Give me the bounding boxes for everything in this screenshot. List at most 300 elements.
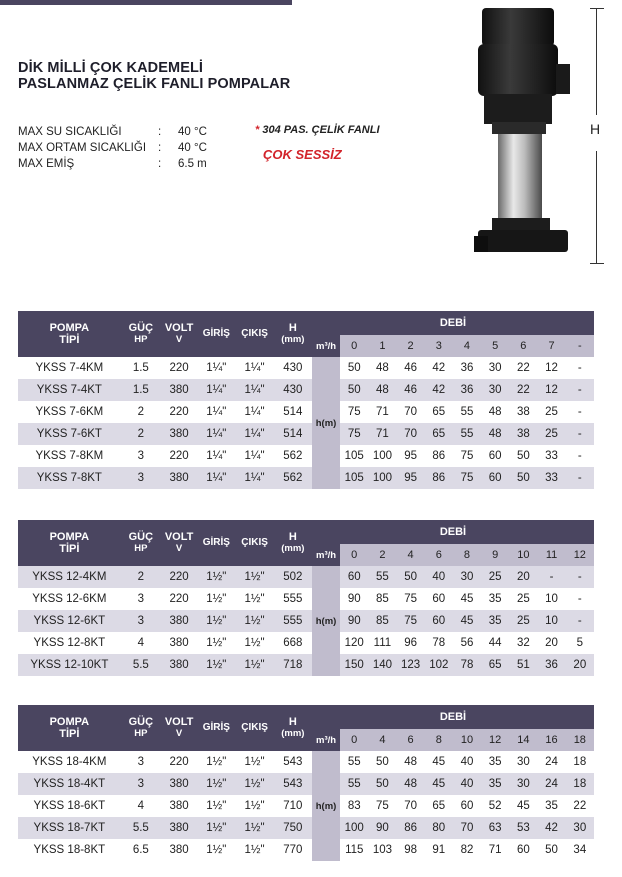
pump-hp: 2: [121, 566, 161, 588]
head-value: 71: [368, 401, 396, 423]
head-value: 34: [566, 839, 594, 861]
head-value: 90: [368, 817, 396, 839]
head-value: 150: [340, 654, 368, 676]
head-value: 51: [509, 654, 537, 676]
flow-value: 8: [425, 729, 453, 751]
table-row: [18, 751, 594, 773]
pump-height: 770: [274, 839, 312, 861]
pump-inlet: 1¼": [197, 445, 235, 467]
head-value: 105: [340, 467, 368, 489]
pump-type: YKSS 7-4KT: [18, 379, 121, 401]
head-value: -: [566, 467, 594, 489]
header-mm-label: (mm): [281, 728, 305, 739]
pump-inlet: 1½": [197, 795, 235, 817]
head-value: 120: [340, 632, 368, 654]
header-cikis: ÇIKIŞ: [235, 705, 273, 751]
head-value: 100: [340, 817, 368, 839]
flow-value: 0: [340, 544, 368, 566]
header-cikis: ÇIKIŞ: [235, 311, 273, 357]
flow-value: 6: [509, 335, 537, 357]
pump-outlet: 1½": [235, 610, 273, 632]
pump-volt: 380: [161, 654, 197, 676]
head-value: 35: [481, 610, 509, 632]
pump-volt: 220: [161, 566, 197, 588]
pump-inlet: 1½": [197, 632, 235, 654]
table-row: [18, 817, 594, 839]
head-value: -: [566, 423, 594, 445]
head-value: 78: [425, 632, 453, 654]
head-value: 12: [537, 379, 565, 401]
head-value: 50: [368, 751, 396, 773]
pump-type: YKSS 18-4KT: [18, 773, 121, 795]
header-h-label: H: [288, 531, 297, 543]
head-value: 48: [481, 423, 509, 445]
note-star: *: [255, 124, 260, 136]
pump-hp: 2: [121, 423, 161, 445]
pump-volt: 220: [161, 445, 197, 467]
flow-value: -: [566, 335, 594, 357]
head-value: 30: [453, 566, 481, 588]
pump-inlet: 1½": [197, 610, 235, 632]
pump-height: 543: [274, 773, 312, 795]
head-value: 50: [537, 839, 565, 861]
feature-note: [255, 124, 380, 136]
pump-outlet: 1¼": [235, 467, 273, 489]
spec-colon: :: [158, 158, 162, 170]
head-value: 63: [481, 817, 509, 839]
pump-outlet: 1¼": [235, 357, 273, 379]
header-volt-label: VOLT: [164, 716, 194, 728]
spec-row: [18, 156, 207, 172]
pump-outlet: 1¼": [235, 401, 273, 423]
pump-height: 514: [274, 423, 312, 445]
head-value: 20: [566, 654, 594, 676]
head-value: 55: [453, 401, 481, 423]
header-giris: GİRİŞ: [197, 520, 235, 566]
pump-type: YKSS 18-8KT: [18, 839, 121, 861]
pump-outlet: 1½": [235, 588, 273, 610]
pump-volt: 220: [161, 401, 197, 423]
head-value: 83: [340, 795, 368, 817]
head-value: 98: [397, 839, 425, 861]
pump-outlet: 1¼": [235, 423, 273, 445]
pump-volt: 380: [161, 423, 197, 445]
header-giris: GİRİŞ: [197, 705, 235, 751]
head-value: 75: [340, 423, 368, 445]
head-value: 20: [509, 566, 537, 588]
pump-hp: 5.5: [121, 817, 161, 839]
pump-height: 562: [274, 445, 312, 467]
header-v-label: V: [175, 543, 183, 554]
pump-hp: 5.5: [121, 654, 161, 676]
head-value: 53: [509, 817, 537, 839]
header-guc-label: GÜÇ: [128, 531, 154, 543]
table-row: [18, 357, 594, 379]
head-value: 40: [453, 751, 481, 773]
pump-type: YKSS 12-8KT: [18, 632, 121, 654]
head-value: 55: [340, 773, 368, 795]
head-value: 38: [509, 423, 537, 445]
head-value: 78: [453, 654, 481, 676]
header-volt: [161, 311, 197, 357]
head-value: 25: [509, 610, 537, 632]
pump-hp: 1.5: [121, 357, 161, 379]
head-value: 60: [509, 839, 537, 861]
pump-type: YKSS 12-6KM: [18, 588, 121, 610]
head-value: 100: [368, 445, 396, 467]
title-line-2: PASLANMAZ ÇELİK FANLI POMPALAR: [18, 76, 291, 92]
pump-height: 710: [274, 795, 312, 817]
head-value: 45: [453, 588, 481, 610]
pump-table-ykss7: [18, 311, 594, 489]
head-value: 40: [425, 566, 453, 588]
head-value: 85: [368, 588, 396, 610]
pump-outlet: 1½": [235, 817, 273, 839]
head-value: -: [566, 357, 594, 379]
pump-inlet: 1¼": [197, 401, 235, 423]
head-unit-label: h(m): [312, 751, 340, 861]
pump-volt: 380: [161, 467, 197, 489]
head-value: 25: [537, 423, 565, 445]
head-value: 50: [509, 467, 537, 489]
head-value: 65: [425, 401, 453, 423]
head-value: 55: [340, 751, 368, 773]
header-debi: DEBİ: [312, 311, 594, 335]
header-debi: DEBİ: [312, 520, 594, 544]
height-dimension-label: H: [590, 121, 601, 137]
pump-hp: 3: [121, 467, 161, 489]
flow-value: 1: [368, 335, 396, 357]
pump-table-ykss12: [18, 520, 594, 676]
pump-inlet: 1½": [197, 588, 235, 610]
flow-value: 4: [397, 544, 425, 566]
head-value: 86: [425, 445, 453, 467]
head-value: -: [566, 588, 594, 610]
head-value: 25: [537, 401, 565, 423]
pump-inlet: 1¼": [197, 379, 235, 401]
head-value: 111: [368, 632, 396, 654]
flow-value: 3: [425, 335, 453, 357]
silent-note: ÇOK SESSİZ: [263, 147, 342, 162]
head-value: 42: [537, 817, 565, 839]
head-value: 60: [453, 795, 481, 817]
head-value: 140: [368, 654, 396, 676]
head-value: 96: [397, 632, 425, 654]
pump-table-ykss18: [18, 705, 594, 861]
head-value: 52: [481, 795, 509, 817]
head-value: 115: [340, 839, 368, 861]
head-value: 35: [481, 773, 509, 795]
spec-value: 40 °C: [178, 142, 207, 154]
head-value: 65: [481, 654, 509, 676]
head-value: 65: [425, 423, 453, 445]
pump-height: 668: [274, 632, 312, 654]
head-unit-label: h(m): [312, 357, 340, 489]
pump-inlet: 1½": [197, 751, 235, 773]
pump-type: YKSS 7-4KM: [18, 357, 121, 379]
header-guc-label: GÜÇ: [128, 716, 154, 728]
head-value: 36: [453, 357, 481, 379]
header-pompa: POMPA: [49, 531, 90, 543]
head-value: 82: [453, 839, 481, 861]
header-volt-label: VOLT: [164, 322, 194, 334]
table-row: [18, 445, 594, 467]
table-row: [18, 467, 594, 489]
pump-height: 555: [274, 610, 312, 632]
head-value: 35: [481, 588, 509, 610]
header-m3h: m³/h: [312, 729, 340, 751]
pump-inlet: 1½": [197, 773, 235, 795]
header-volt-label: VOLT: [164, 531, 194, 543]
pump-height: 430: [274, 357, 312, 379]
head-value: 50: [368, 773, 396, 795]
spec-row: [18, 140, 207, 156]
head-value: 70: [397, 401, 425, 423]
head-value: 25: [481, 566, 509, 588]
pump-volt: 220: [161, 357, 197, 379]
header-guc: [121, 520, 161, 566]
pump-volt: 380: [161, 795, 197, 817]
pump-type: YKSS 18-4KM: [18, 751, 121, 773]
head-value: 30: [509, 773, 537, 795]
head-value: 55: [453, 423, 481, 445]
head-value: 18: [566, 773, 594, 795]
head-value: 50: [340, 357, 368, 379]
head-value: 70: [397, 423, 425, 445]
pump-hp: 1.5: [121, 379, 161, 401]
header-mm-label: (mm): [281, 543, 305, 554]
head-value: 30: [481, 379, 509, 401]
header-pompa-tipi: [18, 520, 121, 566]
pump-hp: 2: [121, 401, 161, 423]
head-value: -: [566, 401, 594, 423]
page-title: [18, 60, 290, 92]
pump-hp: 3: [121, 445, 161, 467]
header-guc: [121, 705, 161, 751]
pump-volt: 380: [161, 632, 197, 654]
head-value: 80: [425, 817, 453, 839]
head-value: -: [566, 445, 594, 467]
flow-value: 14: [509, 729, 537, 751]
table-row: [18, 632, 594, 654]
head-value: 86: [425, 467, 453, 489]
head-value: 70: [397, 795, 425, 817]
head-value: 45: [425, 773, 453, 795]
pump-volt: 380: [161, 610, 197, 632]
head-value: 33: [537, 445, 565, 467]
head-value: 44: [481, 632, 509, 654]
head-value: 86: [397, 817, 425, 839]
head-value: -: [566, 566, 594, 588]
head-value: 71: [481, 839, 509, 861]
pump-outlet: 1½": [235, 795, 273, 817]
head-value: 60: [425, 588, 453, 610]
pump-inlet: 1¼": [197, 357, 235, 379]
pump-height: 514: [274, 401, 312, 423]
header-v-label: V: [175, 334, 183, 345]
pump-hp: 3: [121, 588, 161, 610]
flow-value: 6: [425, 544, 453, 566]
pump-outlet: 1¼": [235, 379, 273, 401]
head-value: 48: [368, 379, 396, 401]
head-value: 75: [453, 467, 481, 489]
head-value: 46: [397, 379, 425, 401]
pump-volt: 380: [161, 839, 197, 861]
pump-inlet: 1½": [197, 817, 235, 839]
header-cikis: ÇIKIŞ: [235, 520, 273, 566]
head-value: 18: [566, 751, 594, 773]
spec-colon: :: [158, 126, 162, 138]
head-value: 95: [397, 467, 425, 489]
pump-hp: 6.5: [121, 839, 161, 861]
header-hp-label: HP: [134, 543, 148, 554]
head-value: 25: [509, 588, 537, 610]
head-unit-label: h(m): [312, 566, 340, 676]
spec-label: MAX EMİŞ: [18, 158, 75, 170]
pump-volt: 380: [161, 817, 197, 839]
spec-value: 40 °C: [178, 126, 207, 138]
table-row: [18, 423, 594, 445]
header-h: [274, 705, 312, 751]
pump-volt: 380: [161, 773, 197, 795]
flow-value: 2: [368, 544, 396, 566]
header-h: [274, 520, 312, 566]
head-value: 22: [509, 379, 537, 401]
pump-outlet: 1½": [235, 773, 273, 795]
head-value: 45: [509, 795, 537, 817]
head-value: 30: [481, 357, 509, 379]
pump-inlet: 1½": [197, 654, 235, 676]
head-value: 95: [397, 445, 425, 467]
header-tipi: TİPİ: [59, 728, 80, 740]
pump-volt: 380: [161, 379, 197, 401]
pump-volt: 220: [161, 751, 197, 773]
pump-hp: 3: [121, 773, 161, 795]
flow-value: 0: [340, 335, 368, 357]
pump-type: YKSS 7-8KT: [18, 467, 121, 489]
flow-value: 9: [481, 544, 509, 566]
flow-value: 10: [453, 729, 481, 751]
pump-hp: 3: [121, 610, 161, 632]
pump-outlet: 1½": [235, 751, 273, 773]
spec-label: MAX SU SICAKLIĞI: [18, 126, 122, 138]
head-value: 42: [425, 379, 453, 401]
head-value: 60: [481, 467, 509, 489]
flow-value: 5: [481, 335, 509, 357]
head-value: 42: [425, 357, 453, 379]
head-value: 22: [509, 357, 537, 379]
pump-height: 555: [274, 588, 312, 610]
flow-value: 0: [340, 729, 368, 751]
table-row: [18, 795, 594, 817]
pump-type: YKSS 12-4KM: [18, 566, 121, 588]
spec-list: [18, 124, 207, 172]
head-value: 20: [537, 632, 565, 654]
header-h-label: H: [288, 322, 297, 334]
flow-value: 10: [509, 544, 537, 566]
head-value: 48: [397, 773, 425, 795]
flow-value: 12: [481, 729, 509, 751]
head-value: 60: [340, 566, 368, 588]
head-value: 65: [425, 795, 453, 817]
head-value: 90: [340, 588, 368, 610]
flow-value: 8: [453, 544, 481, 566]
head-value: -: [566, 379, 594, 401]
header-pompa: POMPA: [49, 322, 90, 334]
flow-value: 4: [453, 335, 481, 357]
pump-outlet: 1½": [235, 654, 273, 676]
head-value: 50: [340, 379, 368, 401]
head-value: 12: [537, 357, 565, 379]
head-value: 48: [397, 751, 425, 773]
head-value: 70: [453, 817, 481, 839]
table-row: [18, 401, 594, 423]
head-value: 71: [368, 423, 396, 445]
pump-inlet: 1¼": [197, 467, 235, 489]
table-row: [18, 588, 594, 610]
pump-type: YKSS 18-6KT: [18, 795, 121, 817]
header-tipi: TİPİ: [59, 334, 80, 346]
pump-height: 562: [274, 467, 312, 489]
header-v-label: V: [175, 728, 183, 739]
head-value: 60: [425, 610, 453, 632]
flow-value: 7: [537, 335, 565, 357]
header-guc: [121, 311, 161, 357]
note-feature-text: 304 PAS. ÇELİK FANLI: [262, 124, 380, 136]
table-row: [18, 379, 594, 401]
pump-hp: 4: [121, 632, 161, 654]
head-value: 75: [340, 401, 368, 423]
head-value: 55: [368, 566, 396, 588]
head-value: 75: [453, 445, 481, 467]
pump-inlet: 1½": [197, 566, 235, 588]
head-value: 10: [537, 588, 565, 610]
head-value: 100: [368, 467, 396, 489]
header-m3h: m³/h: [312, 544, 340, 566]
head-value: 36: [453, 379, 481, 401]
pump-inlet: 1½": [197, 839, 235, 861]
head-value: 40: [453, 773, 481, 795]
head-value: 48: [481, 401, 509, 423]
spec-row: [18, 124, 207, 140]
flow-value: 4: [368, 729, 396, 751]
head-value: 30: [566, 817, 594, 839]
pump-outlet: 1½": [235, 632, 273, 654]
spec-colon: :: [158, 142, 162, 154]
flow-value: 6: [397, 729, 425, 751]
pump-height: 543: [274, 751, 312, 773]
header-pompa-tipi: [18, 705, 121, 751]
pump-height: 502: [274, 566, 312, 588]
header-hp-label: HP: [134, 334, 148, 345]
pump-type: YKSS 7-8KM: [18, 445, 121, 467]
table-row: [18, 610, 594, 632]
head-value: 75: [397, 610, 425, 632]
head-value: 60: [481, 445, 509, 467]
header-volt: [161, 705, 197, 751]
pump-hp: 4: [121, 795, 161, 817]
header-giris: GİRİŞ: [197, 311, 235, 357]
spec-label: MAX ORTAM SICAKLIĞI: [18, 142, 147, 154]
pump-height: 750: [274, 817, 312, 839]
head-value: 50: [509, 445, 537, 467]
flow-value: 16: [537, 729, 565, 751]
head-value: 35: [537, 795, 565, 817]
header-mm-label: (mm): [281, 334, 305, 345]
header-h: [274, 311, 312, 357]
head-value: -: [537, 566, 565, 588]
head-value: 35: [481, 751, 509, 773]
